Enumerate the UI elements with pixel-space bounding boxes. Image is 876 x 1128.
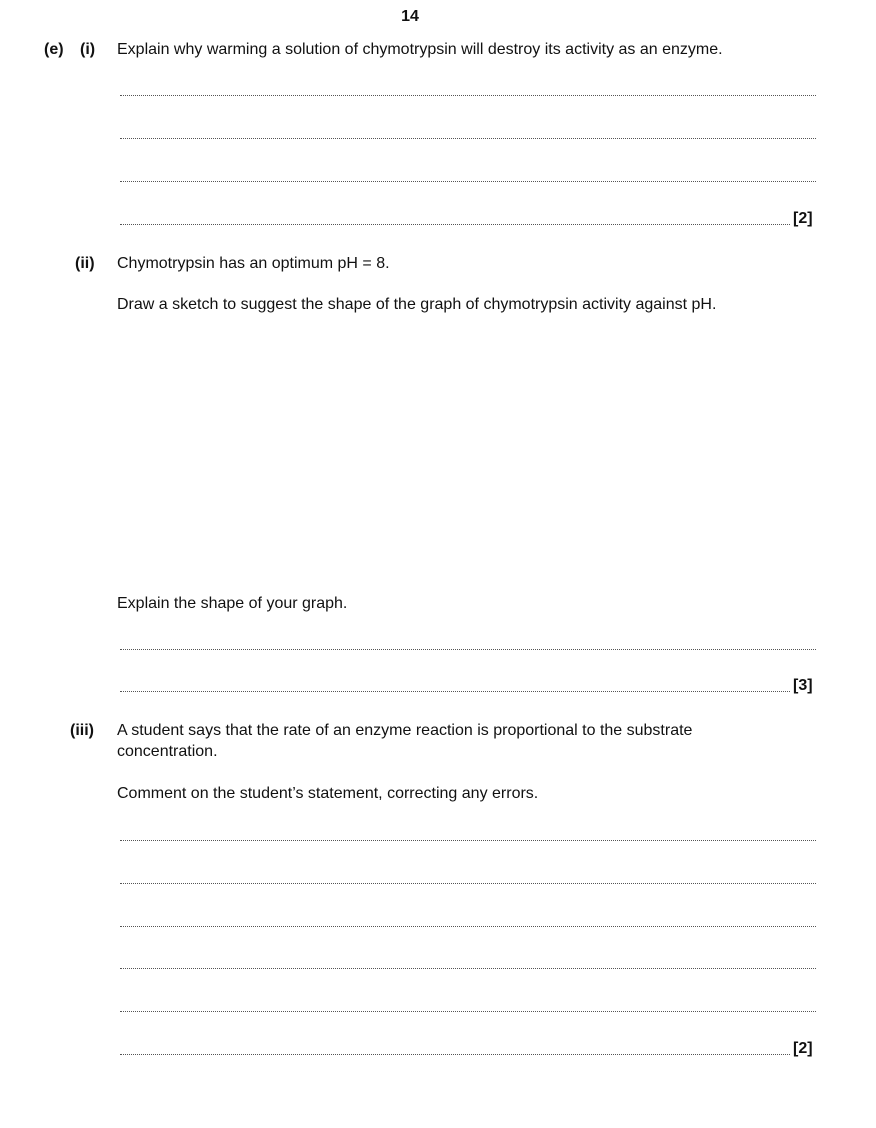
marks-ii: [3] — [793, 677, 813, 694]
marks-iii: [2] — [793, 1040, 813, 1057]
question-ii-instruction: Draw a sketch to suggest the shape of the graph of chymotrypsin activity against pH. — [117, 296, 717, 313]
answer-line-iii-2[interactable] — [120, 883, 816, 884]
question-label-ii: (ii) — [75, 255, 95, 272]
answer-line-iii-6[interactable] — [120, 1054, 790, 1055]
question-label-i: (i) — [80, 41, 96, 58]
question-ii-explain-prompt: Explain the shape of your graph. — [117, 595, 348, 612]
answer-line-iii-5[interactable] — [120, 1011, 816, 1012]
answer-line-iii-4[interactable] — [120, 968, 816, 969]
page-number: 14 — [401, 8, 419, 25]
question-iii-statement-line1: A student says that the rate of an enzyme reaction is proportional to the substrate — [117, 722, 693, 739]
question-iii-statement-line2: concentration. — [117, 743, 218, 760]
answer-line-iii-1[interactable] — [120, 840, 816, 841]
answer-line-i-4[interactable] — [120, 224, 790, 225]
answer-line-i-3[interactable] — [120, 181, 816, 182]
part-label-e: (e) — [44, 41, 64, 58]
sketch-area[interactable] — [116, 320, 816, 580]
question-label-iii: (iii) — [70, 722, 94, 739]
answer-line-i-2[interactable] — [120, 138, 816, 139]
answer-line-ii-2[interactable] — [120, 691, 790, 692]
answer-line-i-1[interactable] — [120, 95, 816, 96]
answer-line-ii-1[interactable] — [120, 649, 816, 650]
question-ii-statement: Chymotrypsin has an optimum pH = 8. — [117, 255, 390, 272]
question-iii-instruction: Comment on the student’s statement, correcting any errors. — [117, 785, 539, 802]
answer-line-iii-3[interactable] — [120, 926, 816, 927]
question-i-text: Explain why warming a solution of chymotrypsin will destroy its activity as an enzyme. — [117, 41, 723, 58]
marks-i: [2] — [793, 210, 813, 227]
